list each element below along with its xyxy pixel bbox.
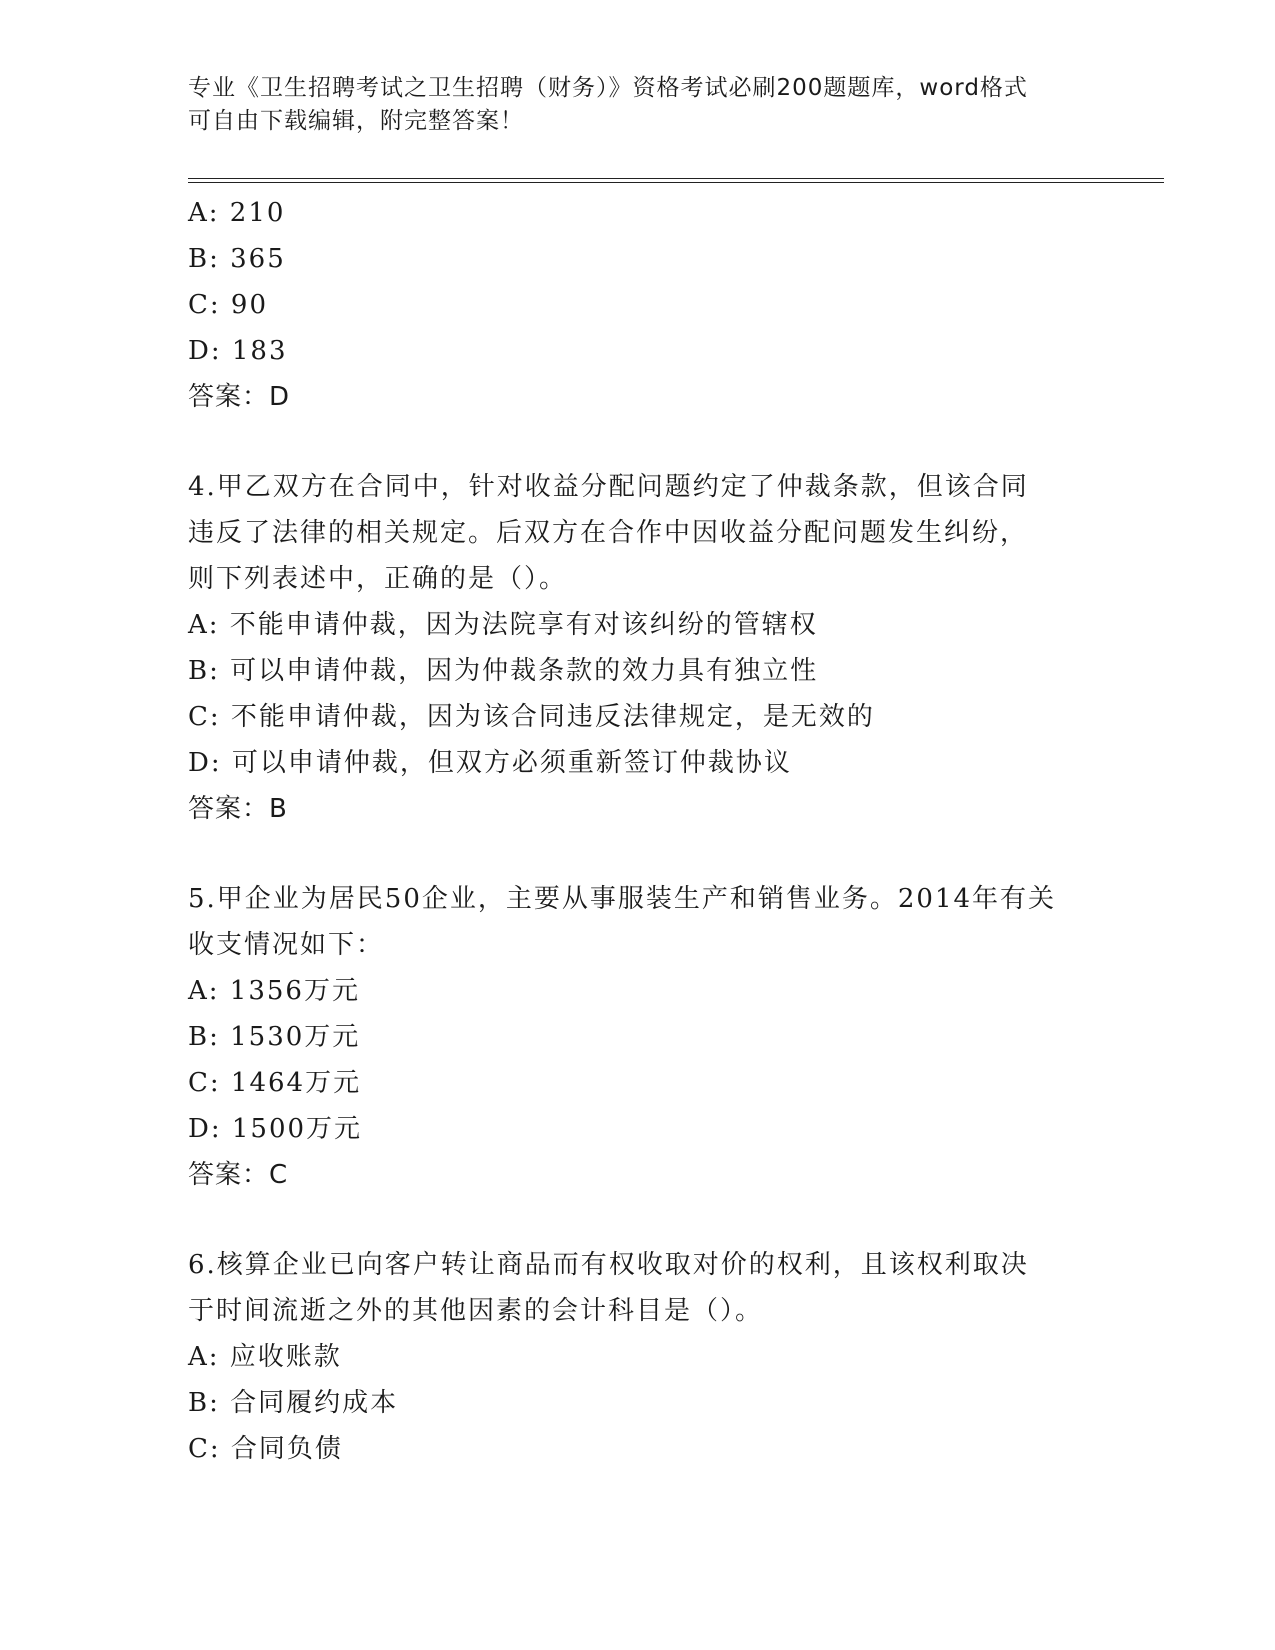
- option-a: A: 应收账款: [188, 1342, 342, 1372]
- question-stem: 4.甲乙双方在合同中，针对收益分配问题约定了仲裁条款，但该合同: [188, 472, 1029, 502]
- option-b: B: 合同履约成本: [188, 1388, 399, 1418]
- question-gap: [188, 832, 1088, 876]
- question-3: [188, 190, 1088, 420]
- question-list: [188, 190, 1088, 1472]
- option-b: B: 365: [188, 244, 286, 274]
- option-b: B: 可以申请仲裁，因为仲裁条款的效力具有独立性: [188, 656, 819, 686]
- question-stem: 6.核算企业已向客户转让商品而有权收取对价的权利，且该权利取决: [188, 1250, 1029, 1280]
- option-d: D: 183: [188, 336, 288, 366]
- question-stem: 则下列表述中，正确的是（）。: [188, 564, 568, 594]
- question-gap: [188, 1198, 1088, 1242]
- option-c: C: 合同负债: [188, 1434, 343, 1464]
- header-divider: [188, 178, 1164, 183]
- question-stem: 违反了法律的相关规定。后双方在合作中因收益分配问题发生纠纷，: [188, 518, 1029, 548]
- option-d: D: 1500万元: [188, 1114, 363, 1144]
- answer-label: 答案：D: [188, 382, 291, 412]
- header-line-2: 可自由下载编辑，附完整答案！: [188, 108, 524, 134]
- question-4: [188, 464, 1088, 832]
- option-c: C: 1464万元: [188, 1068, 362, 1098]
- question-stem: 5.甲企业为居民50企业，主要从事服装生产和销售业务。2014年有关: [188, 884, 1057, 914]
- answer-label: 答案：B: [188, 794, 288, 824]
- question-6: [188, 1242, 1088, 1472]
- question-5: [188, 876, 1088, 1198]
- question-stem: 于时间流逝之外的其他因素的会计科目是（）。: [188, 1296, 764, 1326]
- question-stem: 收支情况如下：: [188, 930, 385, 960]
- option-a: A: 210: [188, 198, 286, 228]
- option-c: C: 90: [188, 290, 269, 320]
- option-d: D: 可以申请仲裁，但双方必须重新签订仲裁协议: [188, 748, 792, 778]
- header-line-1: 专业《卫生招聘考试之卫生招聘（财务）》资格考试必刷200题题库，word格式: [188, 75, 1028, 101]
- option-b: B: 1530万元: [188, 1022, 361, 1052]
- answer-label: 答案：C: [188, 1160, 289, 1190]
- question-gap: [188, 420, 1088, 464]
- document-header: [188, 72, 1088, 138]
- option-c: C: 不能申请仲裁，因为该合同违反法律规定，是无效的: [188, 702, 875, 732]
- option-a: A: 不能申请仲裁，因为法院享有对该纠纷的管辖权: [188, 610, 818, 640]
- option-a: A: 1356万元: [188, 976, 360, 1006]
